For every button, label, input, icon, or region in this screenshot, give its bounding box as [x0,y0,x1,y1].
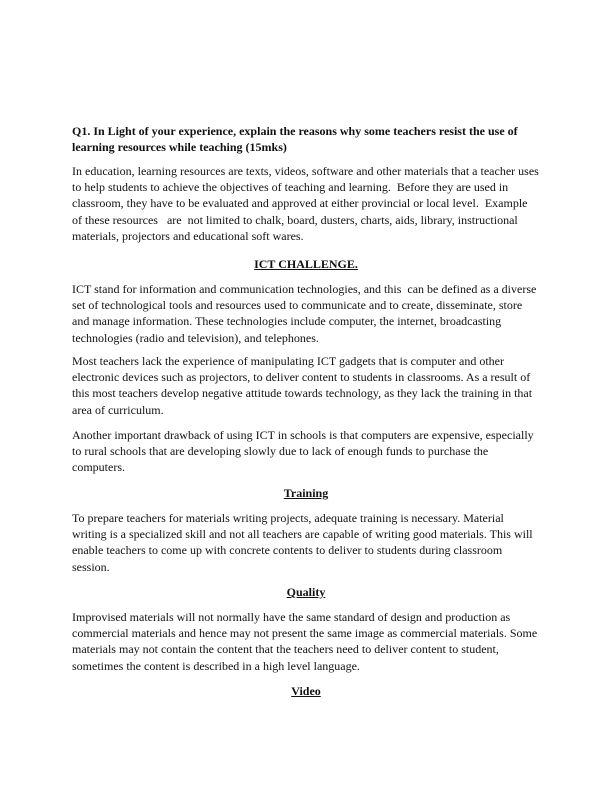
text-line: technologies (radio and television), and telephones. [72,330,319,345]
text-line: this most teachers develop negative attitude towards technology, as they lack the training in that [72,386,533,401]
intro-paragraph [72,163,552,244]
video-heading: Video [291,684,321,698]
text-line: Most teachers lack the experience of manipulating ICT gadgets that is computer and other [72,354,504,368]
text-line: session. [72,559,110,574]
text-line: and manage information. These technologies include computer, the internet, broadcasting [72,314,502,329]
question-line: learning resources while teaching (15mks) [72,140,287,155]
quality-paragraph [72,609,552,674]
text-line: classroom, they have to be evaluated and approved at either provincial or local level. Example [72,196,528,211]
ict-paragraph-2 [72,353,552,418]
question-title [72,123,552,155]
text-line: materials may not contain the content that the teachers need to deliver content to student, [72,642,499,657]
text-line: set of technological tools and resources used to communicate and to create, disseminate, store [72,298,523,313]
text-line: to help students to achieve the objectives of teaching and learning. Before they are used in [72,180,509,195]
text-line: to rural schools that are developing slowly due to lack of enough funds to purchase the [72,444,489,459]
ict-paragraph-1 [72,281,552,346]
training-heading: Training [283,486,329,500]
question-line: Q1. In Light of your experience, explain the reasons why some teachers resist the use of [72,124,518,138]
text-line: Another important drawback of using ICT in schools is that computers are expensive, especially [72,428,534,442]
text-line: of these resources are not limited to chalk, board, dusters, charts, aids, library, instructional [72,212,518,227]
text-line: To prepare teachers for materials writing projects, adequate training is necessary. Material [72,511,504,525]
text-line: area of curriculum. [72,402,164,417]
text-line: materials, projectors and educational soft wares. [72,228,304,243]
text-line: Improvised materials will not normally have the same standard of design and production as [72,610,511,624]
text-line: electronic devices such as projectors, to deliver content to students in classrooms. As a result of [72,370,531,385]
training-paragraph [72,510,552,575]
ict-heading: ICT CHALLENGE. [254,257,358,271]
text-line: computers. [72,460,125,475]
text-line: In education, learning resources are texts, videos, software and other materials that a teacher uses [72,164,539,178]
quality-heading: Quality [286,585,326,599]
text-line: sometimes the content is described in a high level language. [72,658,360,673]
text-line: writing is a specialized skill and not all teachers are capable of writing good materials. This will [72,527,533,542]
text-line: enable teachers to come up with concrete contents to deliver to students during classroom [72,543,503,558]
ict-paragraph-3 [72,427,552,476]
text-line: ICT stand for information and communication technologies, and this can be defined as a diverse [72,282,537,296]
text-line: commercial materials and hence may not present the same image as commercial materials. Some [72,626,538,641]
